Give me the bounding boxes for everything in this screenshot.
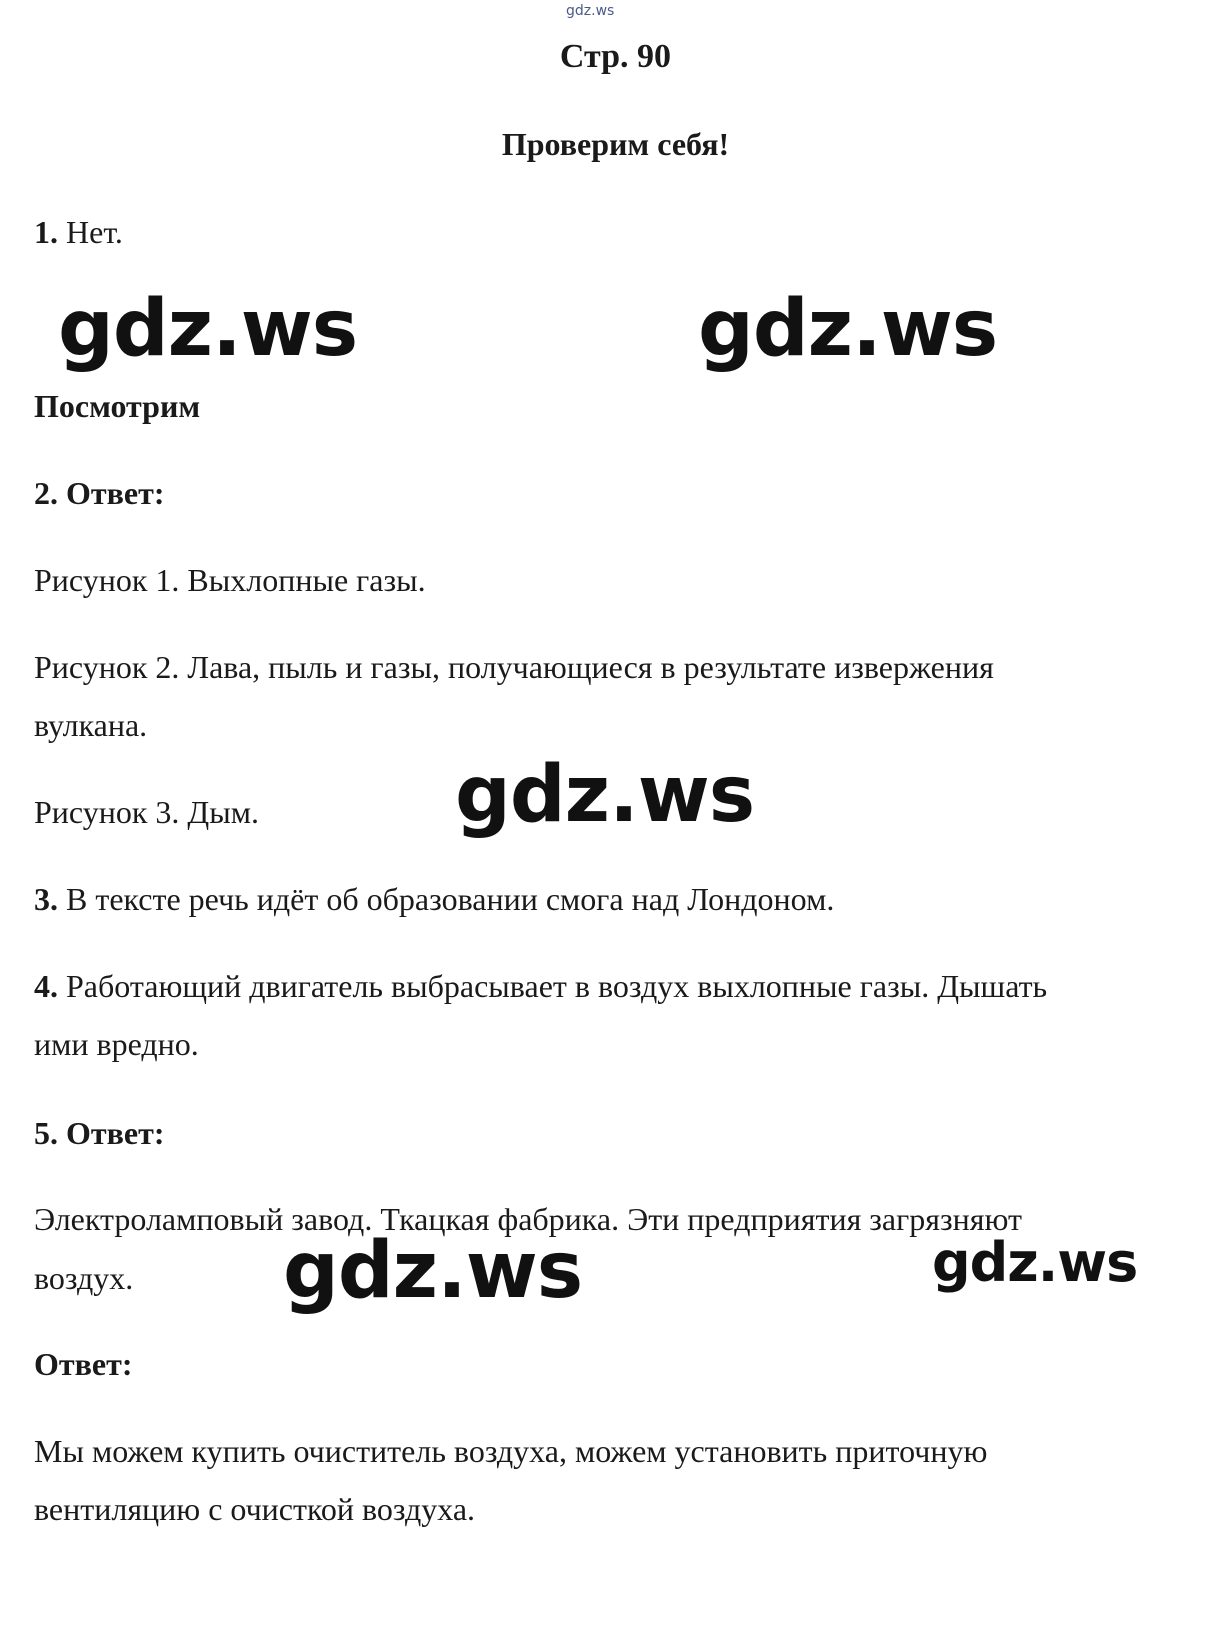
watermark-lower-left: gdz.ws — [283, 1226, 583, 1316]
answer-2-figure-2-line-2: вулкана. — [34, 707, 148, 743]
answer-1-text: Нет. — [58, 214, 123, 250]
final-answer-line-2: вентиляцию с очисткой воздуха. — [34, 1491, 476, 1527]
watermark-right: gdz.ws — [698, 284, 998, 374]
answer-1 — [34, 216, 123, 248]
answer-3-text: В тексте речь идёт об образовании смога над Лондоном. — [58, 881, 835, 917]
final-answer-line-1: Мы можем купить очиститель воздуха, можем установить приточную — [34, 1433, 988, 1469]
watermark-center: gdz.ws — [455, 750, 755, 840]
answer-2-figure-1: Рисунок 1. Выхлопные газы. — [34, 562, 426, 598]
answer-4-number: 4. — [34, 968, 58, 1004]
answer-4-text: Работающий двигатель выбрасывает в воздух выхлопные газы. Дышать — [58, 968, 1048, 1004]
page-number: Стр. 90 — [559, 38, 672, 75]
section-title: Проверим себя! — [501, 126, 730, 162]
watermark-small: gdz.ws — [566, 3, 615, 19]
answer-3 — [34, 883, 834, 915]
answer-5-line-1: Электроламповый завод. Ткацкая фабрика. Эти предприятия загрязняют — [34, 1201, 1022, 1237]
subheading-posmotrim: Посмотрим — [34, 388, 201, 424]
answer-4-line-2: ими вредно. — [34, 1026, 199, 1062]
answer-5-line-2: воздух. — [34, 1260, 134, 1296]
watermark-left: gdz.ws — [58, 284, 358, 374]
answer-1-number: 1. — [34, 214, 58, 250]
answer-4-line-1 — [34, 970, 1047, 1002]
watermark-lower-right: gdz.ws — [932, 1231, 1138, 1294]
final-answer-heading: Ответ: — [34, 1346, 133, 1382]
answer-5-heading: 5. Ответ: — [34, 1115, 165, 1151]
answer-2-heading: 2. Ответ: — [34, 475, 165, 511]
answer-2-figure-3: Рисунок 3. Дым. — [34, 794, 259, 830]
answer-2-figure-2-line-1: Рисунок 2. Лава, пыль и газы, получающиеся в результате извержения — [34, 649, 994, 685]
answer-3-number: 3. — [34, 881, 58, 917]
